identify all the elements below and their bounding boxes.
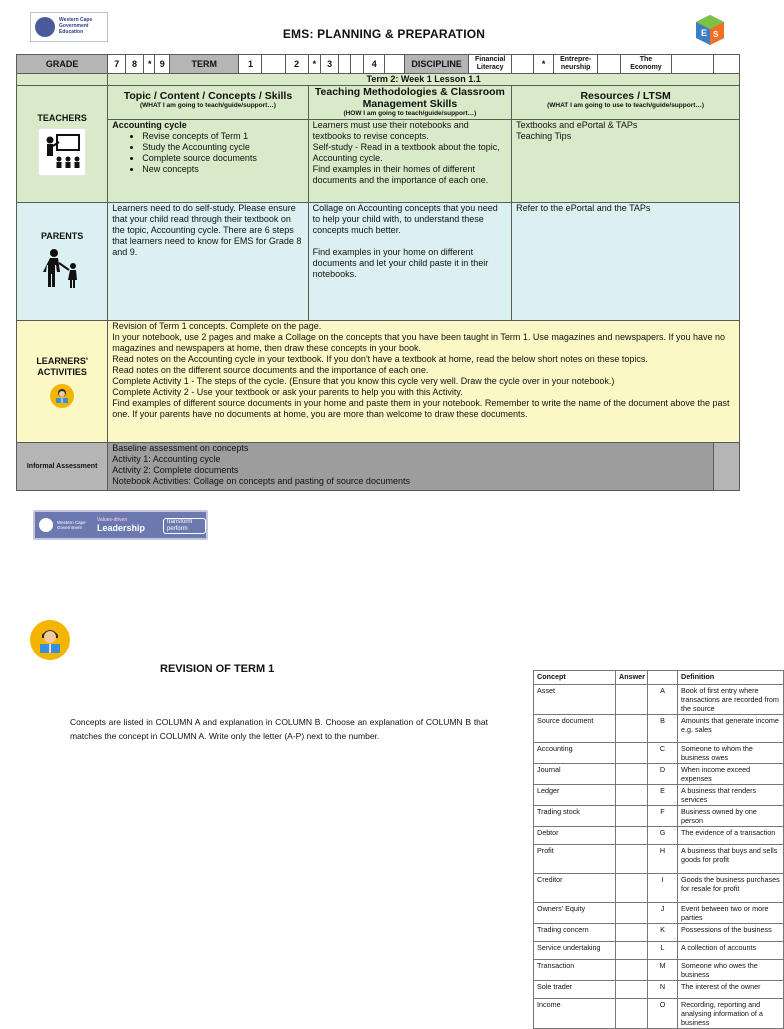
topic-heading: Accounting cycle (112, 120, 187, 130)
svg-text:E: E (701, 28, 708, 38)
answer-cell[interactable] (616, 903, 648, 924)
discipline-entrepreneurship: Entrepre-neurship (554, 55, 598, 74)
revision-instructions: Concepts are listed in COLUMN A and explanation in COLUMN B. Choose an explanation of COLUMN B that matches the concept in COLUMN A. Write only the letter (A-P) next to the number. (70, 717, 488, 741)
topic-item: • Study the Accounting cycle (142, 142, 303, 153)
assessment-cell: Baseline assessment on concepts Activity 1: Accounting cycle Activity 2: Complete documents Notebook Activities: Collage on concepts and pasting of source documents (108, 443, 713, 491)
lesson-title: Term 2: Week 1 Lesson 1.1 (108, 74, 740, 86)
answer-cell[interactable] (616, 924, 648, 942)
table-row: Owners' Equity J Event between two or more parties (534, 903, 784, 924)
grade-7: 7 (108, 55, 126, 74)
method-column-header: Teaching Methodologies & Classroom Management Skills (HOW I am going to teach/guide/support…) (308, 86, 512, 120)
table-row: Trading concern K Possessions of the business (534, 924, 784, 942)
discipline-label: DISCIPLINE (405, 55, 469, 74)
topic-item: • Complete source documents (142, 153, 303, 164)
term-2-mark: * (308, 55, 321, 74)
topic-column-header: Topic / Content / Concepts / Skills (WHAT I am going to teach/guide/support…) (108, 86, 308, 120)
col-header-definition: Definition (678, 671, 784, 685)
table-row: Service undertaking L A collection of accounts (534, 942, 784, 960)
answer-cell[interactable] (616, 874, 648, 903)
parents-method-cell: Collage on Accounting concepts that you need to help your child with, to understand these concepts much better. Find examples in your home on different documents and let your child paste it in their notebooks. (308, 203, 512, 321)
discipline-mark: * (534, 55, 554, 74)
grade-9: 9 (155, 55, 170, 74)
discipline-financial-literacy: Financial Literacy (469, 55, 512, 74)
revision-title: REVISION OF TERM 1 (160, 663, 275, 675)
svg-text:S: S (713, 30, 719, 39)
parents-topic-cell: Learners need to do self-study. Please ensure that your child read through their textbook on the topic, Accounting cycle. There are 6 steps that learners need to know for EMS for Grade 8 and 9. (108, 203, 308, 321)
answer-cell[interactable] (616, 942, 648, 960)
answer-cell[interactable] (616, 743, 648, 764)
assessment-label: Informal Assessment (17, 443, 108, 491)
table-row: Creditor I Goods the business purchases for resale for profit (534, 874, 784, 903)
teachers-section (17, 86, 108, 203)
term-label: TERM (170, 55, 239, 74)
col-header-letter (648, 671, 678, 685)
answer-cell[interactable] (616, 999, 648, 1029)
learner-reading-icon (30, 620, 70, 660)
table-row: Income O Recording, reporting and analysing information of a business (534, 999, 784, 1029)
answer-cell[interactable] (616, 845, 648, 874)
table-row: Journal D When income exceed expenses (534, 764, 784, 785)
term-2: 2 (285, 55, 308, 74)
term-3: 3 (321, 55, 339, 74)
topic-item: • New concepts (142, 164, 303, 175)
planning-table (16, 54, 740, 491)
answer-cell[interactable] (616, 960, 648, 981)
logo-text: Western Cape Government Education (59, 17, 93, 35)
answer-cell[interactable] (616, 715, 648, 743)
parents-section (17, 203, 108, 321)
learners-label: LEARNERS' ACTIVITIES (36, 355, 88, 377)
answer-cell[interactable] (616, 685, 648, 715)
teacher-icon (38, 128, 86, 176)
parents-label: PARENTS (40, 231, 84, 241)
grade-label: GRADE (17, 55, 108, 74)
table-row: Debtor G The evidence of a transaction (534, 827, 784, 845)
grade-8: 8 (126, 55, 144, 74)
table-row: Trading stock F Business owned by one person (534, 806, 784, 827)
answer-cell[interactable] (616, 785, 648, 806)
teachers-resources-cell: Textbooks and ePortal & TAPs Teaching Tips (512, 120, 740, 203)
learner-reading-icon (50, 384, 74, 408)
info-row (17, 55, 740, 74)
discipline-economy: The Economy (621, 55, 671, 74)
leadership-banner: Western Cape Government Values-driven Leadership transform perform (33, 510, 208, 540)
term-4: 4 (364, 55, 385, 74)
table-row: Ledger E A business that renders services (534, 785, 784, 806)
teachers-label: TEACHERS (37, 112, 87, 123)
resources-column-header: Resources / LTSM (WHAT I am going to use to teach/guide/support…) (512, 86, 740, 120)
teachers-method-cell: Learners must use their notebooks and textbooks to revise concepts. Self-study - Read in a textbook about the topic, Accounting cycle. Find examples in their homes of different documents and the importance of each one. (308, 120, 512, 203)
document-title: EMS: PLANNING & PREPARATION (282, 27, 486, 41)
concepts-table (533, 670, 784, 1029)
table-row: Sole trader N The interest of the owner (534, 981, 784, 999)
col-header-concept: Concept (534, 671, 616, 685)
teachers-topic-cell (108, 120, 308, 203)
learners-activities-cell: Revision of Term 1 concepts. Complete on the page. In your notebook, use 2 pages and make a Collage on the concepts that you have been taught in Term 1. Use magazines and newspapers. If you have no magazines and newspapers at home, then draw these concepts in your book. Read notes on the Accounting cycle in your textbook. If you don't have a textbook at home, read the below short notes on these topics. Read notes on the different source documents and the importance of each one. Complete Activity 1 - The steps of the cycle. (Ensure that you know this cycle very well. Draw the cycle over in your notebook.) Complete Activity 2 - Use your textbook or ask your parents to help you with this Activity. Find examples of different source documents in your home and paste them in your notebook. Remember to write the name of the document above the past one. If your parents have no documents at home, you are more than welcome to draw these documents. (108, 321, 740, 443)
parent-child-icon (39, 246, 85, 292)
parents-resources-cell: Refer to the ePortal and the TAPs (512, 203, 740, 321)
table-row: Asset A Book of first entry where transactions are recorded from the source (534, 685, 784, 715)
table-row: Accounting C Someone to whom the business owes (534, 743, 784, 764)
answer-cell[interactable] (616, 981, 648, 999)
answer-cell[interactable] (616, 764, 648, 785)
term-1: 1 (239, 55, 262, 74)
crest-icon (39, 518, 53, 532)
table-row: Source document B Amounts that generate income e.g. sales (534, 715, 784, 743)
grade-8-mark: * (143, 55, 155, 74)
answer-cell[interactable] (616, 827, 648, 845)
table-row: Transaction M Someone who owes the business (534, 960, 784, 981)
learners-section (17, 321, 108, 443)
col-header-answer: Answer (616, 671, 648, 685)
topic-item: • Revise concepts of Term 1 (142, 131, 303, 142)
ems-logo-icon (686, 12, 734, 48)
table-row: Profit H A business that buys and sells goods for profit (534, 845, 784, 874)
answer-cell[interactable] (616, 806, 648, 827)
